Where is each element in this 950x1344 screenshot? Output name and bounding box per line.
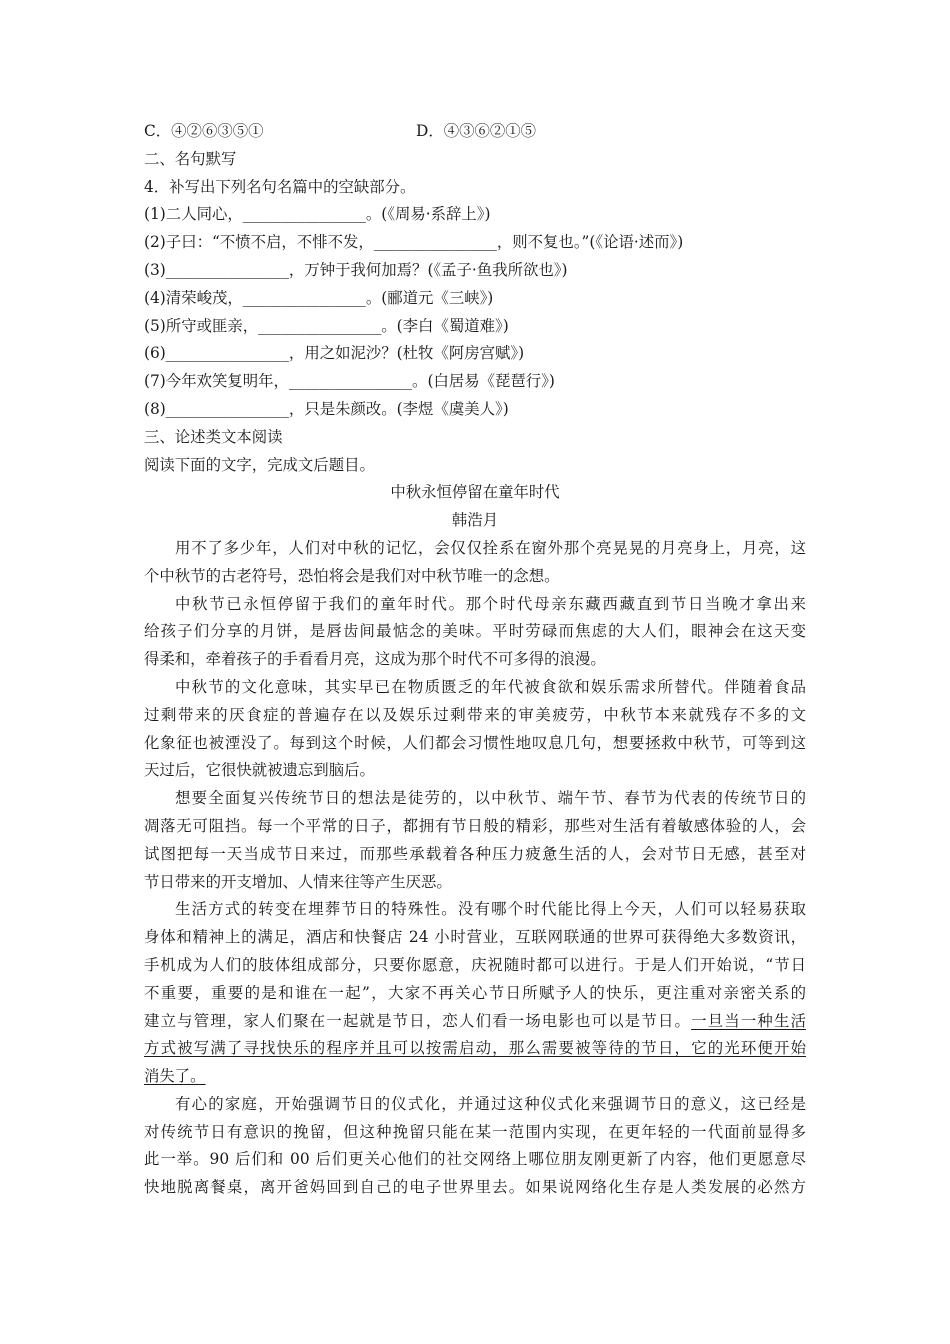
fill-in-item: (3)________________，万钟于我何加焉？(《孟子·鱼我所欲也》) [144,260,568,279]
paragraph-line: 得柔和，牵着孩子的手看看月亮，这成为那个时代不可多得的浪漫。 [144,650,606,669]
paragraph-line: 想要全面复兴传统节日的想法是徒劳的，以中秋节、端午节、春节为代表的传统节日的 [175,789,806,808]
fill-in-item: (5)所守或匪亲，________________。(李白《蜀道难》) [144,316,509,335]
question-4: 4．补写出下列名句名篇中的空缺部分。 [144,177,416,196]
document-page [144,118,806,1202]
paragraph-line: 过剩带来的厌食症的普遍存在以及娱乐过剩带来的审美疲劳，中秋节本来就残存不多的文 [144,705,806,724]
paragraph-line [144,1008,806,1036]
paragraph-line: 中秋节的文化意味，其实早已在物质匮乏的年代被食欲和娱乐需求所替代。伴随着食品 [175,677,806,696]
fill-in-item: (4)清荣峻茂，________________。(郦道元《三峡》) [144,288,494,307]
section-heading-quotes: 二、名句默写 [144,149,237,168]
paragraph-line: 凋落无可阻挡。每一个平常的日子，都拥有节日般的精彩，那些对生活有着敏感体验的人，会 [144,816,806,835]
fill-in-item: (2)子曰：“不愤不启，不悱不发，________________，则不复也。”(《论语·述而》) [144,233,684,252]
option-c: C．④②⑥③⑤① [144,122,264,140]
paragraph-line: 有心的家庭，开始强调节日的仪式化，并通过这种仪式化来强调节日的意义，这已经是 [175,1094,806,1113]
paragraph-line: 用不了多少年，人们对中秋的记忆，会仅仅拴系在窗外那个亮晃晃的月亮身上，月亮，这 [175,538,806,557]
paragraph-line: 对传统节日有意识的挽留，但这种挽留只能在某一范围内实现，在更年轻的一代面前显得多 [144,1122,806,1141]
fill-in-item: (1)二人同心，________________。(《周易·系辞上》) [144,205,491,224]
reading-instruction: 阅读下面的文字，完成文后题目。 [144,455,375,474]
paragraph-line: 化象征也被湮没了。每到这个时候，人们都会习惯性地叹息几句，想要拯救中秋节，可等到这 [144,733,806,752]
underlined-sentence: 方式被写满了寻找快乐的程序并且可以按需启动，那么需要被等待的节日，它的光环便开始 [144,1039,806,1058]
paragraph-line: 手机成为人们的肢体组成部分，只要你愿意，庆祝随时都可以进行。于是人们开始说，“节日 [144,955,806,974]
paragraph-line: 中秋节已永恒停留于我们的童年时代。那个时代母亲东藏西藏直到节日当晚才拿出来 [175,594,806,613]
paragraph-line: 快地脱离餐桌，离开爸妈回到自己的电子世界里去。如果说网络化生存是人类发展的必然方 [144,1178,806,1197]
fill-in-item: (7)今年欢笑复明年，________________。(白居易《琵琶行》) [144,372,555,391]
paragraph-line: 此一举。90 后们和 00 后们更关心他们的社交网络上哪位朋友刚更新了内容，他们更愿意尽 [144,1150,806,1169]
plain-text: 建立与管理，家人们聚在一起就是节日，恋人们看一场电影也可以是节日。 [144,1011,692,1030]
paragraph-line [144,1063,806,1091]
section-heading-reading: 三、论述类文本阅读 [144,427,283,446]
paragraph-line: 不重要，重要的是和谁在一起”，大家不再关心节日所赋予人的快乐，更注重对亲密关系的 [144,983,806,1002]
option-d: D．④③⑥②①⑤ [416,122,537,140]
underlined-sentence: 一旦当一种生活 [691,1011,806,1030]
paragraph-line: 试图把每一天当成节日来过，而那些承载着各种压力疲惫生活的人，会对节日无感，甚至对 [144,844,806,863]
paragraph-line [144,1035,806,1063]
paragraph-line: 给孩子们分享的月饼，是唇齿间最惦念的美味。平时劳碌而焦虑的大人们，眼神会在这天变 [144,622,806,641]
paragraph-line: 身体和精神上的满足，酒店和快餐店 24 小时营业，互联网联通的世界可获得绝大多数资讯， [144,928,806,947]
article-title: 中秋永恒停留在童年时代 [390,483,560,502]
paragraph-line: 天过后，它很快就被遗忘到脑后。 [144,761,375,780]
paragraph-line: 节日带来的开支增加、人情来往等产生厌恶。 [144,872,452,891]
paragraph-line: 个中秋节的古老符号，恐怕将会是我们对中秋节唯一的念想。 [144,566,560,585]
underlined-sentence: 消失了。 [144,1067,206,1086]
fill-in-item: (8)________________，只是朱颜改。(李煜《虞美人》) [144,399,509,418]
article-author: 韩浩月 [451,511,499,530]
paragraph-line: 生活方式的转变在埋葬节日的特殊性。没有哪个时代能比得上今天，人们可以轻易获取 [175,900,806,919]
fill-in-item: (6)________________，用之如泥沙？(杜牧《阿房宫赋》) [144,344,525,363]
answer-options-row [144,118,806,146]
